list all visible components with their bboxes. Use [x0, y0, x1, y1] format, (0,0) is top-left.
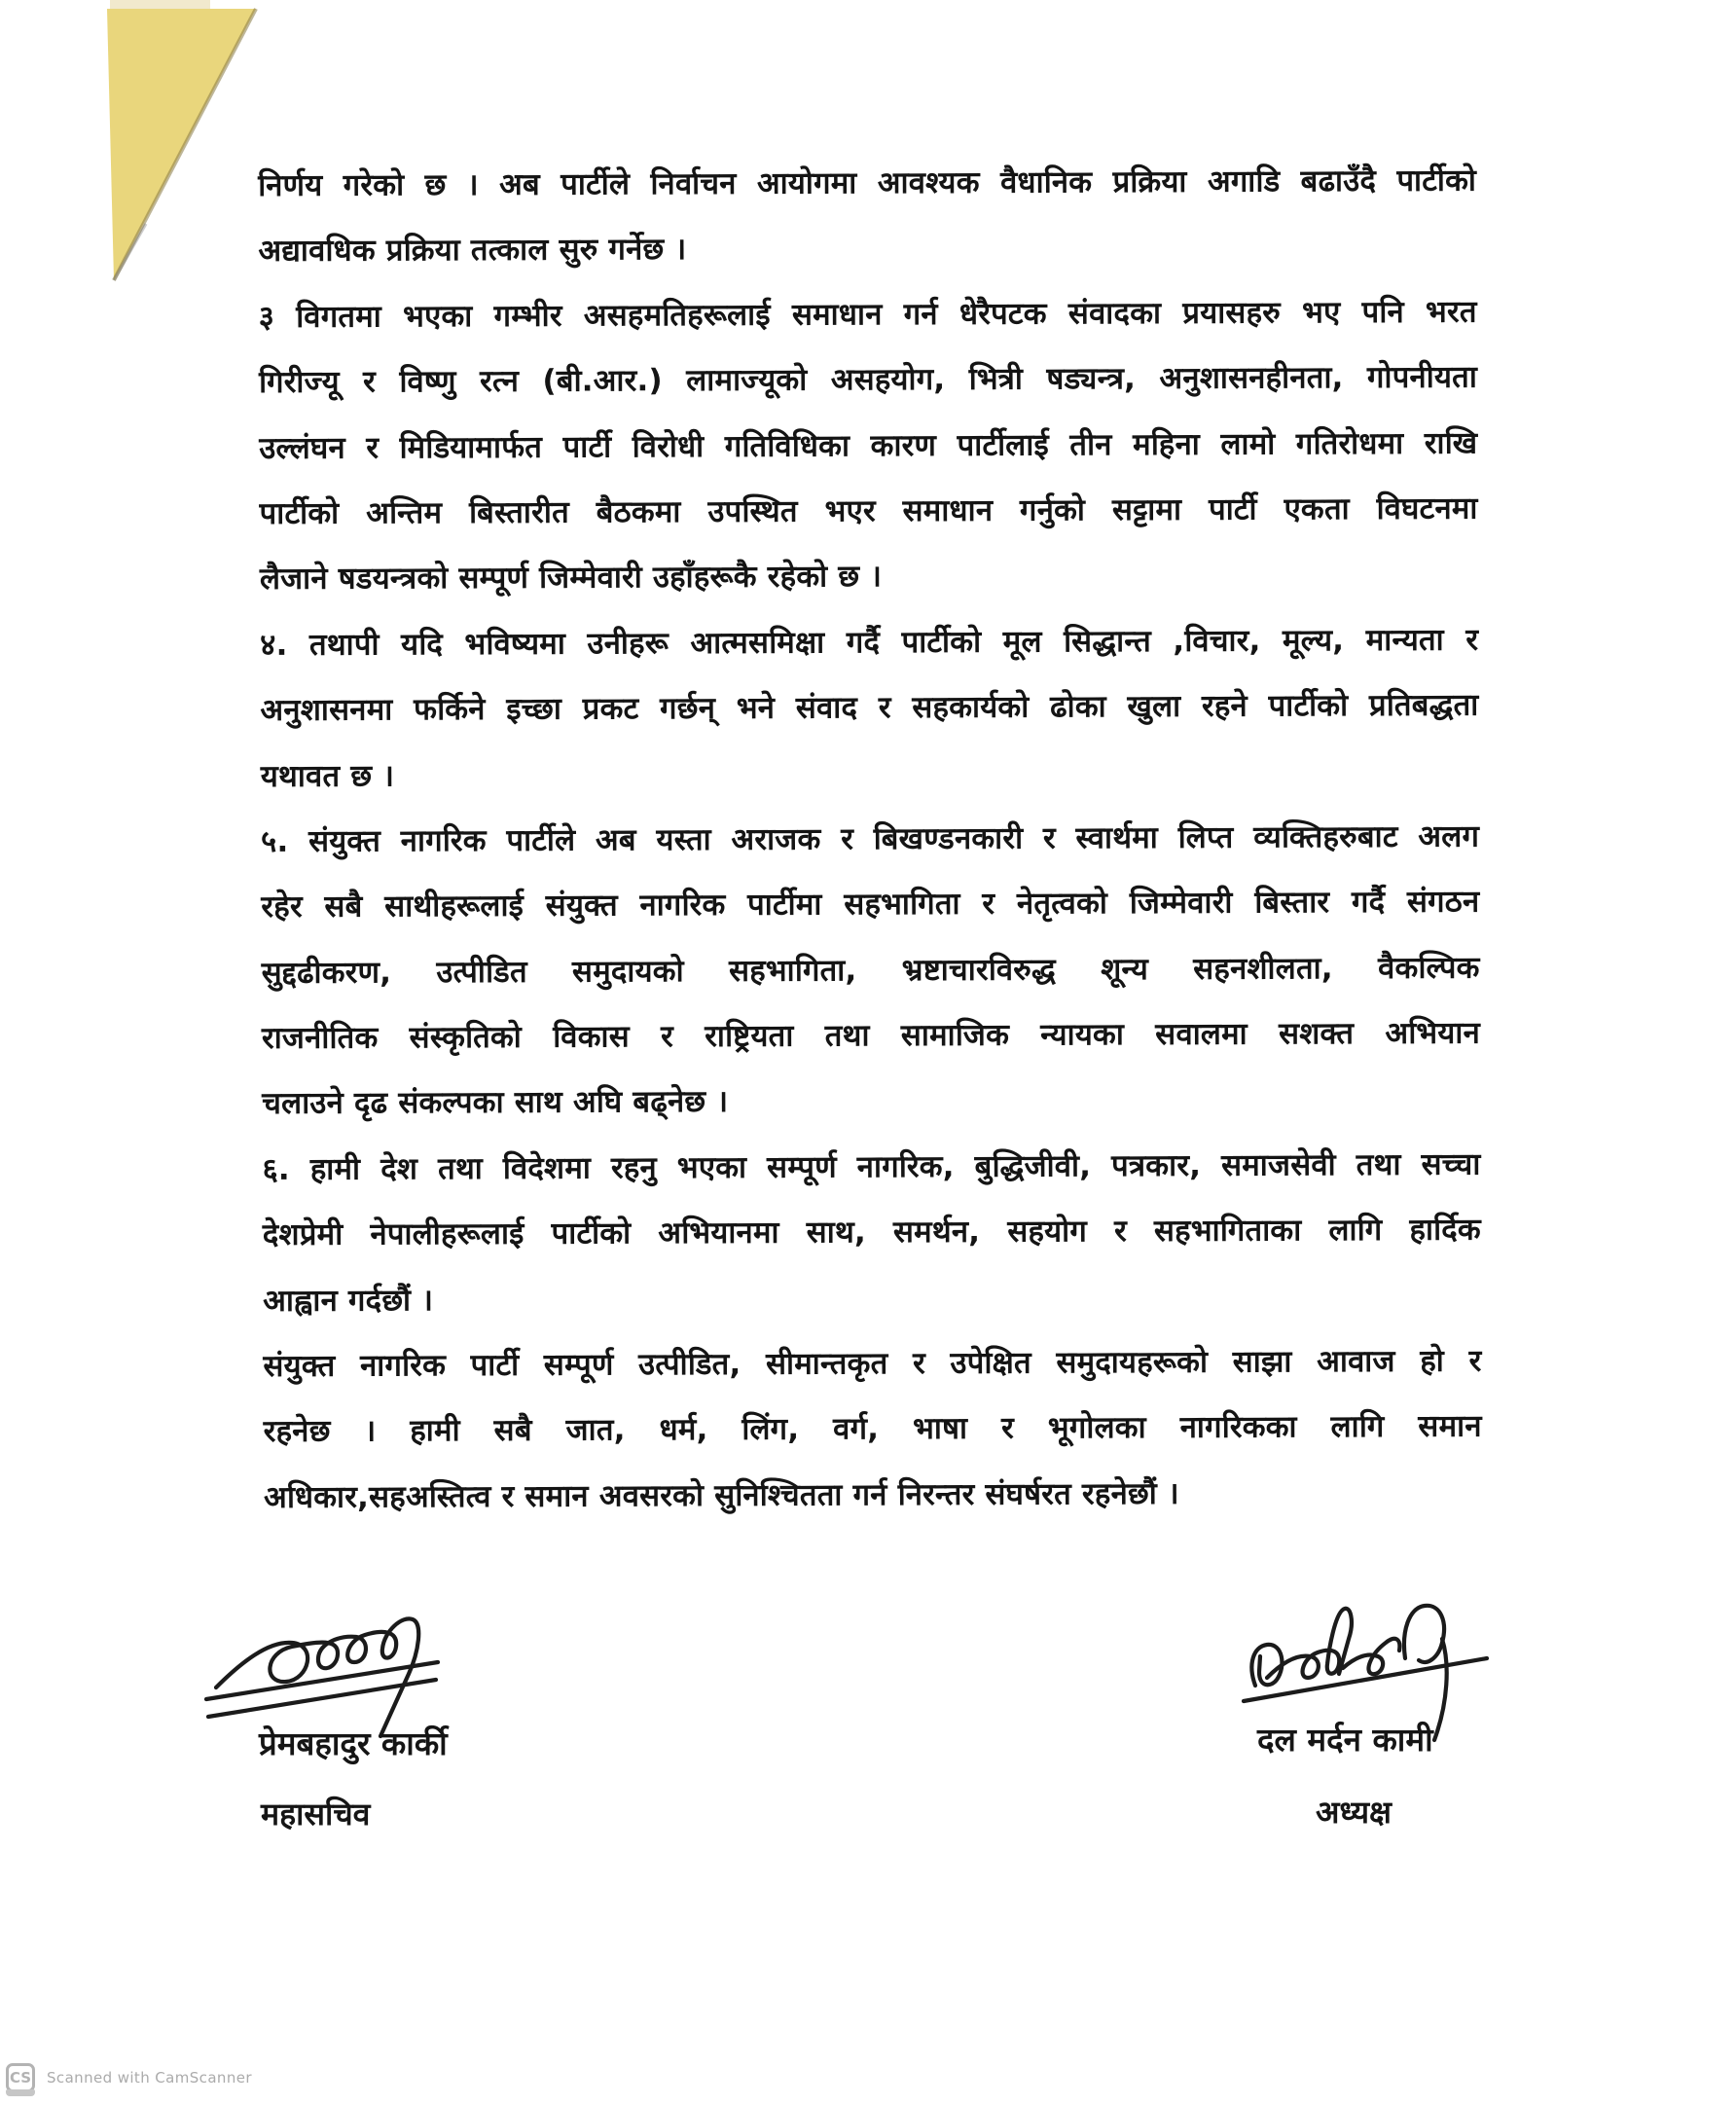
text-line: यथावत छ । — [260, 757, 395, 794]
text-line: ४. तथापी यदि भविष्यमा उनीहरू आत्मसमिक्षा गर्दै पार्टीको मूल सिद्धान्त ,विचार, मूल्य, मान्यता र — [260, 622, 1479, 663]
text-line: रहेर सबै साथीहरूलाई संयुक्त नागरिक पार्टीमा सहभागिता र नेतृत्वको जिम्मेवारी बिस्तार गर्दै संगठन — [261, 884, 1480, 925]
text-line: चलाउने दृढ संकल्पका साथ अघि बढ्नेछ । — [262, 1084, 729, 1122]
text-line: राजनीतिक संस्कृतिको विकास र राष्ट्रियता तथा सामाजिक न्यायका सवालमा सशक्त अभियान — [261, 1015, 1481, 1057]
letter-body — [258, 149, 1482, 1532]
text-line: संयुक्त नागरिक पार्टी सम्पूर्ण उत्पीडित, सीमान्तकृत र उपेक्षित समुदायहरूको साझा आवाज हो र — [263, 1343, 1482, 1385]
watermark-text: Scanned with CamScanner — [47, 2069, 252, 2087]
text-line: देशप्रेमी नेपालीहरूलाई पार्टीको अभियानमा साथ, समर्थन, सहयोग र सहभागिताका लागि हार्दिक — [262, 1212, 1481, 1253]
text-line: अधिकार,सहअस्तित्व र समान अवसरको सुनिश्चितता गर्न निरन्तर संघर्षरत रहनेछौं । — [263, 1475, 1179, 1515]
text-line: ६. हामी देश तथा विदेशमा रहनु भएका सम्पूर्ण नागरिक, बुद्धिजीवी, पत्रकार, समाजसेवी तथा सच्चा — [262, 1146, 1481, 1187]
camscanner-watermark — [6, 2063, 252, 2092]
text-line: रहनेछ । हामी सबै जात, धर्म, लिंग, वर्ग, भाषा र भूगोलका नागरिकका लागि समान — [263, 1408, 1482, 1450]
signatory-name-right: दल मर्दन कामी — [1257, 1721, 1433, 1759]
text-line: आह्वान गर्दछौं । — [263, 1282, 434, 1319]
text-line: अद्यावधिक प्रक्रिया तत्काल सुरु गर्नेछ । — [258, 232, 687, 270]
paragraph — [258, 149, 1477, 285]
paragraph — [260, 607, 1479, 810]
text-line: ५. संयुक्त नागरिक पार्टीले अब यस्ता अराजक र बिखण्डनकारी र स्वार्थमा लिप्त व्यक्तिहरुबाट अलग — [261, 818, 1480, 859]
paragraph — [262, 1132, 1481, 1334]
signatory-title-right: अध्यक्ष — [1316, 1794, 1392, 1831]
folded-corner-decoration — [0, 0, 292, 302]
text-line: उल्लंघन र मिडियामार्फत पार्टी विरोधी गतिविधिका कारण पार्टीलाई तीन महिना लामो गतिरोधमा राखि — [259, 425, 1478, 466]
text-line: ३ विगतमा भएका गम्भीर असहमतिहरूलाई समाधान गर्न धेरैपटक संवादका प्रयासहरु भए पनि भरत — [258, 294, 1477, 335]
paragraph — [263, 1329, 1482, 1532]
camscanner-logo-icon: CS — [6, 2063, 35, 2092]
paragraph — [259, 279, 1478, 612]
text-line: सुद्दढीकरण, उत्पीडित समुदायको सहभागिता, भ्रष्टाचारविरुद्ध शून्य सहनशीलता, वैकल्पिक — [261, 950, 1480, 991]
paragraph — [261, 804, 1480, 1137]
text-line: पार्टीको अन्तिम बिस्तारीत बैठकमा उपस्थित भएर समाधान गर्नुको सट्टामा पार्टी एकता विघटनमा — [259, 490, 1478, 531]
text-line: अनुशासनमा फर्किने इच्छा प्रकट गर्छन् भने संवाद र सहकार्यको ढोका खुला रहने पार्टीको प्रतिबद्धता — [260, 687, 1479, 729]
signatory-name-left: प्रेमबहादुर कार्की — [259, 1724, 448, 1762]
text-line: गिरीज्यू र विष्णु रत्न (बी.आर.) लामाज्यूको असहयोग, भित्री षड्यन्त्र, अनुशासनहीनता, गोपनीयता — [258, 359, 1478, 401]
text-line: लैजाने षडयन्त्रको सम्पूर्ण जिम्मेवारी उहाँहरूकै रहेको छ । — [259, 559, 883, 598]
text-line: निर्णय गरेको छ । अब पार्टीले निर्वाचन आयोगमा आवश्यक वैधानिक प्रक्रिया अगाडि बढाउँदै पार्टीको — [258, 163, 1477, 203]
signatory-title-left: महासचिव — [261, 1796, 371, 1833]
